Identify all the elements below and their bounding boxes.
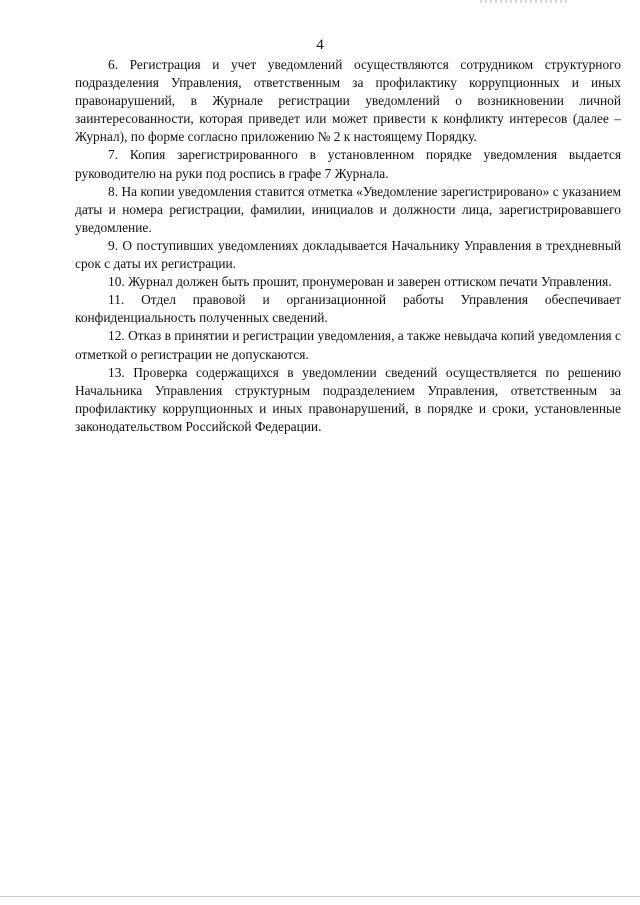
paragraph-8: 8. На копии уведомления ставится отметка «Уведомление зарегистрировано» с указанием даты и номера регистрации, фамилии, инициалов и должности лица, зарегистрировавшего уведомление.: [75, 183, 621, 235]
paragraph-10: 10. Журнал должен быть прошит, пронумерован и заверен оттиском печати Управления.: [108, 274, 612, 290]
scan-artifact-top: [480, 0, 570, 3]
paragraph-9: 9. О поступивших уведомлениях докладывается Начальнику Управления в трехдневный срок с даты их регистрации.: [75, 237, 621, 272]
paragraph-6: 6. Регистрация и учет уведомлений осуществляются сотрудником структурного подразделения Управления, ответственным за профилактику коррупционных и иных правонарушений, в Журнале регистрации уведомлений о возникновении личной заинтересованности, которая приведет или может привести к конфликту интересов (далее – Журнал), по форме согласно приложению № 2 к настоящему Порядку.: [75, 57, 621, 145]
scan-edge-bottom: [0, 896, 640, 897]
paragraph-12: 12. Отказ в принятии и регистрации уведомления, а также невыдача копий уведомления с отметкой о регистрации не допускаются.: [75, 328, 621, 362]
page-number: 4: [316, 37, 324, 53]
document-body: [75, 56, 621, 436]
paragraph-13: 13. Проверка содержащихся в уведомлении сведений осуществляется по решению Начальника Управления структурным подразделением Управления, ответственным за профилактику коррупционных и иных правонарушений, в порядке и сроки, установленные законодательством Российской Федерации.: [75, 364, 621, 434]
paragraph-11: 11. Отдел правовой и организационной работы Управления обеспечивает конфиденциальность полученных сведений.: [75, 292, 621, 326]
paragraph-7: 7. Копия зарегистрированного в установленном порядке уведомления выдается руководителю на руки под роспись в графе 7 Журнала.: [75, 147, 621, 181]
